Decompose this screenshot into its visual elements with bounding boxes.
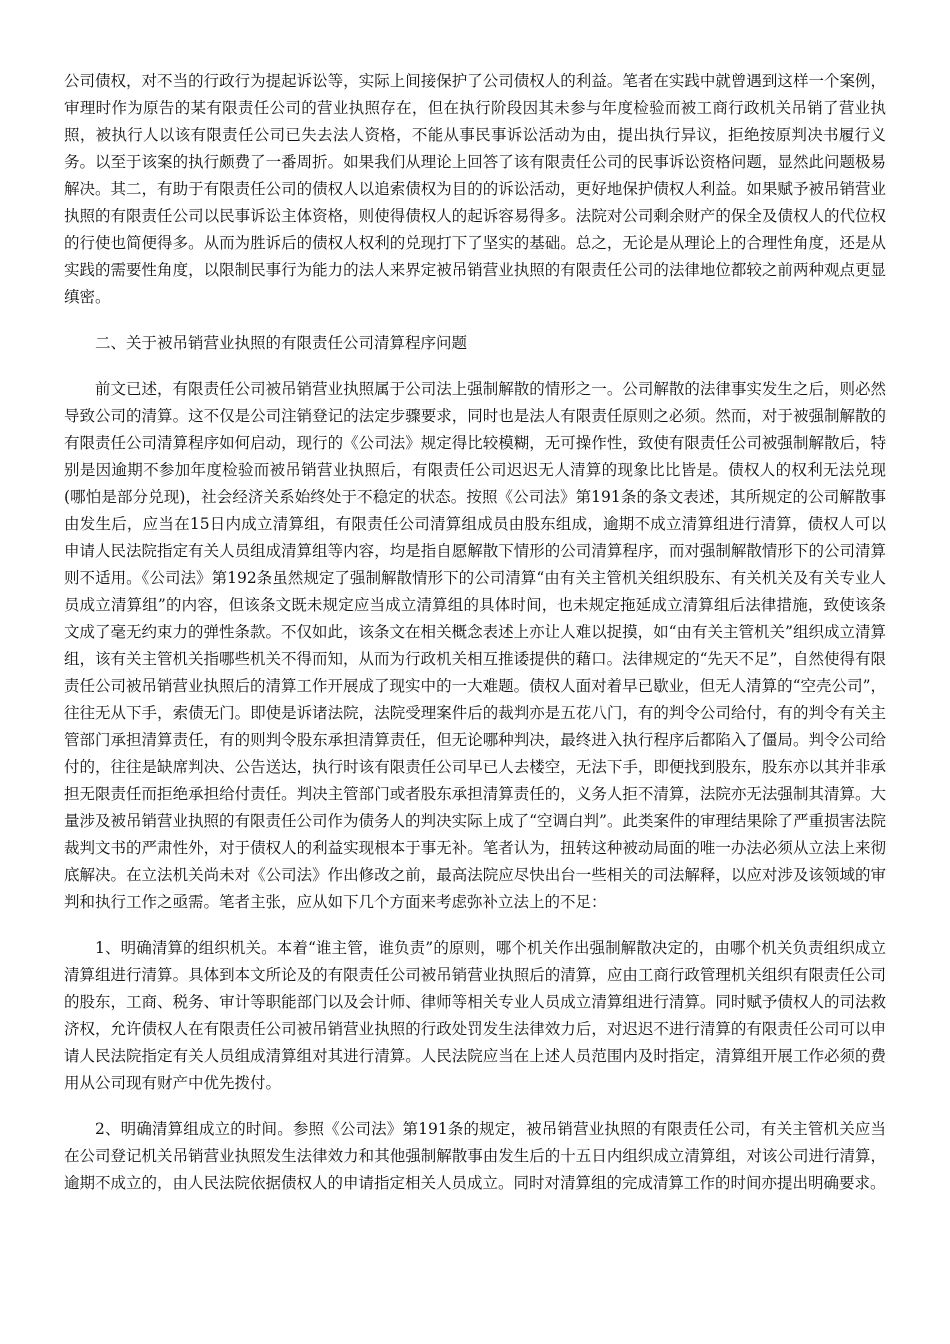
paragraph-liquidation-problem: 前文已述，有限责任公司被吊销营业执照属于公司法上强制解散的情形之一。公司解散的法律事实发生之后，则必然导致公司的清算。这不仅是公司注销登记的法定步骤要求，同时也是法人有限责任原则之必须。然而，对于被强制解散的有限责任公司清算程序如何启动，现行的《公司法》规定得比较模糊，无可操作性，致使有限责任公司被强制解散后，特别是因逾期不参加年度检验而被吊销营业执照后，有限责任公司迟迟无人清算的现象比比皆是。债权人的权利无法兑现(哪怕是部分兑现)，社会经济关系始终处于不稳定的状态。按照《公司法》第191条的条文表述，其所规定的公司解散事由发生后，应当在15日内成立清算组，有限责任公司清算组成员由股东组成，逾期不成立清算组进行清算，债权人可以申请人民法院指定有关人员组成清算组等内容，均是指自愿解散下情形的公司清算程序，而对强制解散情形下的公司清算则不适用。《公司法》第192条虽然规定了强制解散情形下的公司清算“由有关主管机关组织股东、有关机关及有关专业人员成立清算组”的内容，但该条文既未规定应当成立清算组的具体时间，也未规定拖延成立清算组后法律措施，致使该条文成了毫无约束力的弹性条款。不仅如此，该条文在相关概念表述上亦让人难以捉摸，如“由有关主管机关”组织成立清算组，该有关主管机关指哪些机关不得而知，从而为行政机关相互推诿提供的藉口。法律规定的“先天不足”，自然使得有限责任公司被吊销营业执照后的清算工作开展成了现实中的一大难题。债权人面对着早已歇业，但无人清算的“空壳公司”，往往无从下手，索债无门。即使是诉诸法院，法院受理案件后的裁判亦是五花八门，有的判令公司给付，有的判令有关主管部门承担清算责任，有的则判令股东承担清算责任，但无论哪种判决，最终进入执行程序后都陷入了僵局。判令公司给付的，往往是缺席判决、公告送达，执行时该有限责任公司早已人去楼空，无法下手，即便找到股东，股东亦以其并非承担无限责任而拒绝承担给付责任。判决主管部门或者股东承担清算责任的，义务人拒不清算，法院亦无法强制其清算。大量涉及被吊销营业执照的有限责任公司作为债务人的判决实际上成了“空调白判”。此类案件的审理结果除了严重损害法院裁判文书的严肃性外，对于债权人的利益实现根本于事无补。笔者认为，扭转这种被动局面的唯一办法必须从立法上来彻底解决。在立法机关尚未对《公司法》作出修改之前，最高法院应尽快出台一些相关的司法解释，以应对涉及该领域的审判和执行工作之亟需。笔者主张，应从如下几个方面来考虑弥补立法上的不足： — [64, 380, 886, 911]
paragraph-continuation: 公司债权，对不当的行政行为提起诉讼等，实际上间接保护了公司债权人的利益。笔者在实践中就曾遇到这样一个案例，审理时作为原告的某有限责任公司的营业执照存在，但在执行阶段因其未参与年度检验而被工商行政机关吊销了营业执照，被执行人以该有限责任公司已失去法人资格，不能从事民事诉讼活动为由，提出执行异议，拒绝按原判决书履行义务。以至于该案的执行颇费了一番周折。如果我们从理论上回答了该有限责任公司的民事诉讼资格问题，显然此问题极易解决。其二，有助于有限责任公司的债权人以追索债权为目的的诉讼活动，更好地保护债权人利益。如果赋予被吊销营业执照的有限责任公司以民事诉讼主体资格，则使得债权人的起诉容易得多。法院对公司剩余财产的保全及债权人的代位权的行使也简便得多。从而为胜诉后的债权人权利的兑现打下了坚实的基础。总之，无论是从理论上的合理性角度，还是从实践的需要性角度，以限制民事行为能力的法人来界定被吊销营业执照的有限责任公司的法律地位都较之前两种观点更显缜密。 — [64, 72, 886, 306]
section-heading: 二、关于被吊销营业执照的有限责任公司清算程序问题 — [95, 334, 468, 352]
document-page — [64, 68, 886, 1216]
paragraph-item-1: 1、明确清算的组织机关。本着“谁主管，谁负责”的原则，哪个机关作出强制解散决定的，由哪个机关负责组织成立清算组进行清算。具体到本文所论及的有限责任公司被吊销营业执照后的清算，应由工商行政管理机关组织有限责任公司的股东，工商、税务、审计等职能部门以及会计师、律师等相关专业人员成立清算组进行清算。同时赋予债权人的司法救济权，允许债权人在有限责任公司被吊销营业执照的行政处罚发生法律效力后，对迟迟不进行清算的有限责任公司可以申请人民法院指定有关人员组成清算组对其进行清算。人民法院应当在上述人员范围内及时指定，清算组开展工作必须的费用从公司现有财产中优先拨付。 — [64, 939, 886, 1092]
paragraph-item-2: 2、明确清算组成立的时间。参照《公司法》第191条的规定，被吊销营业执照的有限责任公司，有关主管机关应当在公司登记机关吊销营业执照发生法律效力和其他强制解散事由发生后的十五日内组织成立清算组，对该公司进行清算，逾期不成立的，由人民法院依据债权人的申请指定相关人员成立。同时对清算组的完成清算工作的时间亦提出明确要求。 — [64, 1120, 886, 1192]
